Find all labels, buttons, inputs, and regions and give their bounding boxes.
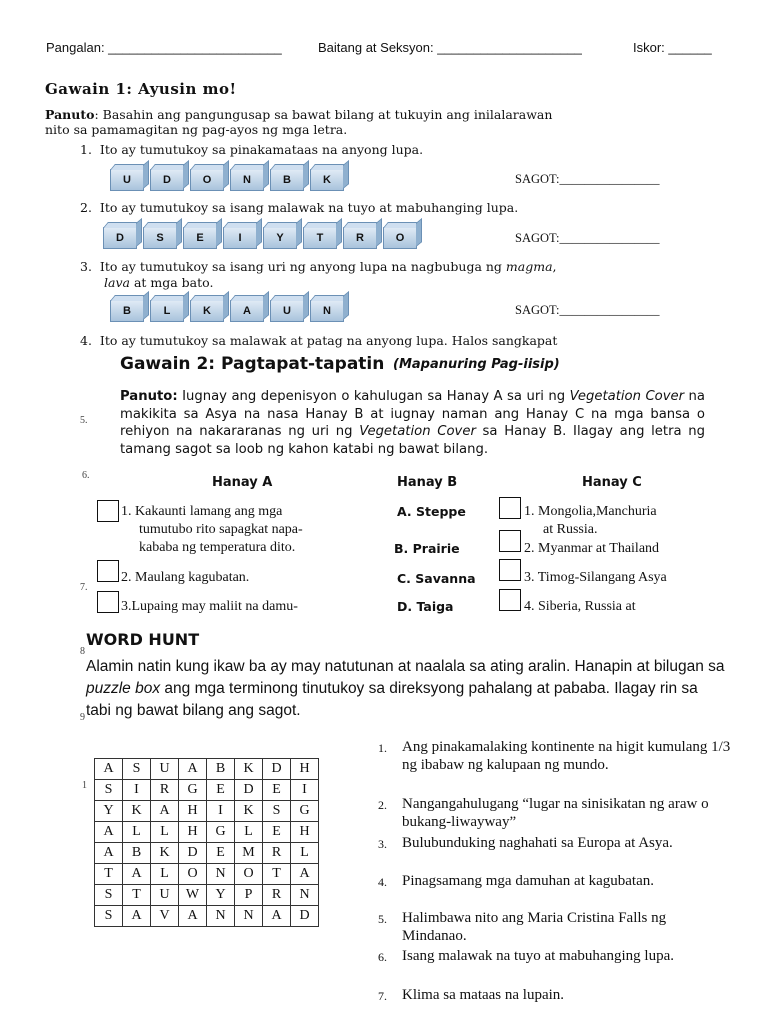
puzzle-cell[interactable]: A — [95, 843, 123, 864]
puzzle-cell[interactable]: R — [263, 843, 291, 864]
puzzle-cell[interactable]: B — [123, 843, 151, 864]
puzzle-cell[interactable]: D — [291, 906, 319, 927]
letter-tile: T — [303, 227, 337, 249]
answer-blank-2: SAGOT:________________ — [515, 231, 660, 245]
puzzle-cell[interactable]: H — [179, 822, 207, 843]
hanay-a-item-2: 2. Maulang kagubatan. — [121, 570, 250, 585]
word-hunt-side-number: 1 — [82, 780, 87, 791]
puzzle-row — [95, 843, 319, 864]
hanay-a-header: Hanay A — [212, 475, 273, 490]
clue-number: 7. — [378, 989, 387, 1003]
puzzle-cell[interactable]: W — [179, 885, 207, 906]
hanay-c-item-1-line2: at Russia. — [543, 522, 598, 537]
puzzle-cell[interactable]: I — [123, 780, 151, 801]
word-hunt-title: WORD HUNT — [86, 630, 200, 649]
puzzle-cell[interactable]: E — [207, 843, 235, 864]
hanay-c-item-3: 3. Timog-Silangang Asya — [524, 570, 667, 585]
gawain1-item-3: 3. Ito ay tumutukoy sa isang uri ng anyong lupa na nagbubuga ng magma, lava at mga bato. — [80, 259, 557, 290]
puzzle-cell[interactable]: I — [207, 801, 235, 822]
puzzle-cell[interactable]: D — [263, 759, 291, 780]
hanay-c-header: Hanay C — [582, 475, 642, 490]
puzzle-cell[interactable]: A — [179, 759, 207, 780]
letter-tile: N — [230, 169, 264, 191]
puzzle-cell[interactable]: G — [291, 801, 319, 822]
letter-tile: Y — [263, 227, 297, 249]
puzzle-cell[interactable]: N — [235, 906, 263, 927]
hanay-b-header: Hanay B — [397, 475, 458, 490]
puzzle-cell[interactable]: K — [235, 801, 263, 822]
letter-tile: K — [310, 169, 344, 191]
puzzle-cell[interactable]: O — [179, 864, 207, 885]
puzzle-cell[interactable]: B — [207, 759, 235, 780]
clue-text: Pinagsamang mga damuhan at kagubatan. — [402, 873, 655, 889]
puzzle-row — [95, 759, 319, 780]
hanay-a-item-1-line3: kababa ng temperatura dito. — [139, 540, 296, 555]
puzzle-cell[interactable]: A — [263, 906, 291, 927]
letter-tiles-1 — [110, 169, 344, 191]
puzzle-cell[interactable]: K — [123, 801, 151, 822]
letter-tile: A — [230, 300, 264, 322]
puzzle-cell[interactable]: T — [95, 864, 123, 885]
puzzle-cell[interactable]: G — [179, 780, 207, 801]
gawain2-subtitle: (Mapanuring Pag-iisip) — [393, 357, 560, 372]
puzzle-cell[interactable]: L — [151, 864, 179, 885]
clue-number: 2. — [378, 798, 387, 812]
answer-box-a3[interactable] — [97, 591, 119, 613]
puzzle-cell[interactable]: S — [95, 780, 123, 801]
gawain2-title: Gawain 2: Pagtapat-tapatin — [120, 354, 385, 374]
puzzle-cell[interactable]: E — [263, 822, 291, 843]
letter-tile: N — [310, 300, 344, 322]
hanay-b-option-c: C. Savanna — [397, 571, 476, 586]
side-number-5: 5. — [80, 415, 88, 426]
answer-box-a1[interactable] — [97, 500, 119, 522]
clue-number: 1. — [378, 741, 387, 755]
puzzle-row — [95, 801, 319, 822]
puzzle-cell[interactable]: A — [291, 864, 319, 885]
answer-box-c4[interactable] — [499, 589, 521, 611]
letter-tile: U — [110, 169, 144, 191]
puzzle-cell[interactable]: A — [95, 822, 123, 843]
clue-text: Nangangahulugang “lugar na sinisikatan ng araw o bukang-liwayway” — [402, 796, 709, 830]
puzzle-cell[interactable]: L — [291, 843, 319, 864]
word-hunt-instructions: Alamin natin kung ikaw ba ay may natutunan at naalala sa ating aralin. Hanapin at bilugan sa puzzle box ang mga terminong tinutukoy sa direksyong pahalang at pababa. Ilagay rin sa tabi ng bawat bilang ang sagot. — [86, 658, 725, 719]
side-number-7: 7. — [80, 582, 88, 593]
letter-tile: S — [143, 227, 177, 249]
letter-tile: I — [223, 227, 257, 249]
puzzle-cell[interactable]: A — [95, 759, 123, 780]
puzzle-cell[interactable]: S — [95, 906, 123, 927]
puzzle-cell[interactable]: H — [291, 759, 319, 780]
score-field-label: Iskor: ______ — [633, 40, 712, 55]
puzzle-cell[interactable]: H — [291, 822, 319, 843]
gawain1-item-2: 2. Ito ay tumutukoy sa isang malawak na tuyo at mabuhanging lupa. — [80, 200, 519, 215]
puzzle-cell[interactable]: N — [291, 885, 319, 906]
puzzle-cell[interactable]: R — [263, 885, 291, 906]
puzzle-cell[interactable]: L — [151, 822, 179, 843]
gawain1-item-4: 4. Ito ay tumutukoy sa malawak at patag na anyong lupa. Halos sangkapat — [80, 333, 558, 348]
letter-tile: O — [383, 227, 417, 249]
letter-tile: R — [343, 227, 377, 249]
clue-number: 5. — [378, 912, 387, 926]
clue-text: Isang malawak na tuyo at mabuhanging lupa. — [402, 948, 675, 964]
puzzle-row — [95, 906, 319, 927]
letter-tile: B — [110, 300, 144, 322]
puzzle-row — [95, 885, 319, 906]
letter-tile: E — [183, 227, 217, 249]
letter-tile: L — [150, 300, 184, 322]
puzzle-cell[interactable]: R — [151, 780, 179, 801]
answer-box-c2[interactable] — [499, 530, 521, 552]
puzzle-cell[interactable]: Y — [207, 885, 235, 906]
puzzle-cell[interactable]: A — [179, 906, 207, 927]
puzzle-cell[interactable]: P — [235, 885, 263, 906]
hanay-c-item-4: 4. Siberia, Russia at — [524, 599, 636, 614]
gawain1-item-1: 1. Ito ay tumutukoy sa pinakamataas na anyong lupa. — [80, 142, 424, 157]
puzzle-cell[interactable]: G — [207, 822, 235, 843]
puzzle-cell[interactable]: L — [123, 822, 151, 843]
clue-text: Halimbawa nito ang Maria Cristina Falls ng Mindanao. — [402, 910, 667, 944]
word-hunt-clues — [378, 738, 738, 1018]
hanay-c-item-1: 1. Mongolia,Manchuria — [524, 504, 657, 519]
hanay-b-option-a: A. Steppe — [397, 504, 466, 519]
side-number-9: 9 — [80, 712, 85, 723]
puzzle-cell[interactable]: H — [179, 801, 207, 822]
hanay-b-option-b: B. Prairie — [394, 541, 460, 556]
puzzle-row — [95, 822, 319, 843]
answer-blank-1: SAGOT:________________ — [515, 172, 660, 186]
hanay-a-item-1-line2: tumutubo rito sapagkat napa- — [139, 522, 303, 537]
hanay-b-option-d: D. Taiga — [397, 599, 454, 614]
puzzle-cell[interactable]: D — [179, 843, 207, 864]
puzzle-cell[interactable]: E — [207, 780, 235, 801]
puzzle-cell[interactable]: V — [151, 906, 179, 927]
puzzle-row — [95, 864, 319, 885]
answer-box-c3[interactable] — [499, 559, 521, 581]
side-number-6: 6. — [82, 470, 90, 481]
puzzle-grid — [94, 758, 319, 927]
clue-number: 3. — [378, 837, 387, 851]
puzzle-cell[interactable]: N — [207, 864, 235, 885]
side-number-8: 8 — [80, 646, 85, 657]
gawain1-instructions: Panuto: Basahin ang pangungusap sa bawat bilang at tukuyin ang inilalarawan nito sa pamamagitan ng pag-ayos ng mga letra. — [45, 107, 553, 137]
clue-text: Bulubunduking naghahati sa Europa at Asya. — [402, 835, 673, 851]
letter-tile: U — [270, 300, 304, 322]
gawain1-title: Gawain 1: Ayusin mo! — [45, 80, 237, 98]
puzzle-cell[interactable]: A — [123, 906, 151, 927]
hanay-a-item-1: 1. Kakaunti lamang ang mga — [121, 504, 283, 519]
letter-tile: D — [150, 169, 184, 191]
puzzle-cell[interactable]: A — [151, 801, 179, 822]
puzzle-cell[interactable]: N — [207, 906, 235, 927]
puzzle-cell[interactable]: O — [235, 864, 263, 885]
puzzle-cell[interactable]: A — [123, 864, 151, 885]
puzzle-cell[interactable]: Y — [95, 801, 123, 822]
clue-text: Ang pinakamalaking kontinente na higit kumulang 1/3 ng ibabaw ng kalupaan ng mundo. — [402, 739, 731, 773]
puzzle-cell[interactable]: S — [123, 759, 151, 780]
puzzle-cell[interactable]: K — [235, 759, 263, 780]
hanay-a-item-3: 3.Lupaing may maliit na damu- — [121, 599, 298, 614]
puzzle-cell[interactable]: T — [263, 864, 291, 885]
clue-number: 6. — [378, 950, 387, 964]
grade-section-field-label: Baitang at Seksyon: ____________________ — [318, 40, 582, 55]
answer-box-c1[interactable] — [499, 497, 521, 519]
puzzle-cell[interactable]: K — [151, 843, 179, 864]
puzzle-row — [95, 780, 319, 801]
answer-box-a2[interactable] — [97, 560, 119, 582]
letter-tile: B — [270, 169, 304, 191]
puzzle-cell[interactable]: U — [151, 759, 179, 780]
name-field-label: Pangalan: ________________________ — [46, 40, 282, 55]
gawain2-instructions: Panuto: Iugnay ang depenisyon o kahulugan sa Hanay A sa uri ng Vegetation Cover na makikita sa Asya na nasa Hanay B at iugnay naman ang Hanay C na mga bansa o rehiyon na nakararanas ng uri ng Vegetation Cover sa Hanay B. Ilagay ang letra ng tamang sagot sa loob ng kahon katabi ng bawat bilang. — [120, 389, 705, 457]
letter-tile: D — [103, 227, 137, 249]
letter-tile: O — [190, 169, 224, 191]
puzzle-cell[interactable]: D — [235, 780, 263, 801]
puzzle-cell[interactable]: E — [263, 780, 291, 801]
clue-text: Klima sa mataas na lupain. — [402, 987, 565, 1003]
puzzle-cell[interactable]: S — [263, 801, 291, 822]
letter-tile: K — [190, 300, 224, 322]
puzzle-cell[interactable]: L — [235, 822, 263, 843]
letter-tiles-3 — [110, 300, 344, 322]
clue-number: 4. — [378, 875, 387, 889]
puzzle-cell[interactable]: U — [151, 885, 179, 906]
answer-blank-3: SAGOT:________________ — [515, 303, 660, 317]
puzzle-cell[interactable]: I — [291, 780, 319, 801]
letter-tiles-2 — [103, 227, 417, 249]
puzzle-cell[interactable]: T — [123, 885, 151, 906]
puzzle-cell[interactable]: S — [95, 885, 123, 906]
puzzle-cell[interactable]: M — [235, 843, 263, 864]
hanay-c-item-2: 2. Myanmar at Thailand — [524, 541, 660, 556]
